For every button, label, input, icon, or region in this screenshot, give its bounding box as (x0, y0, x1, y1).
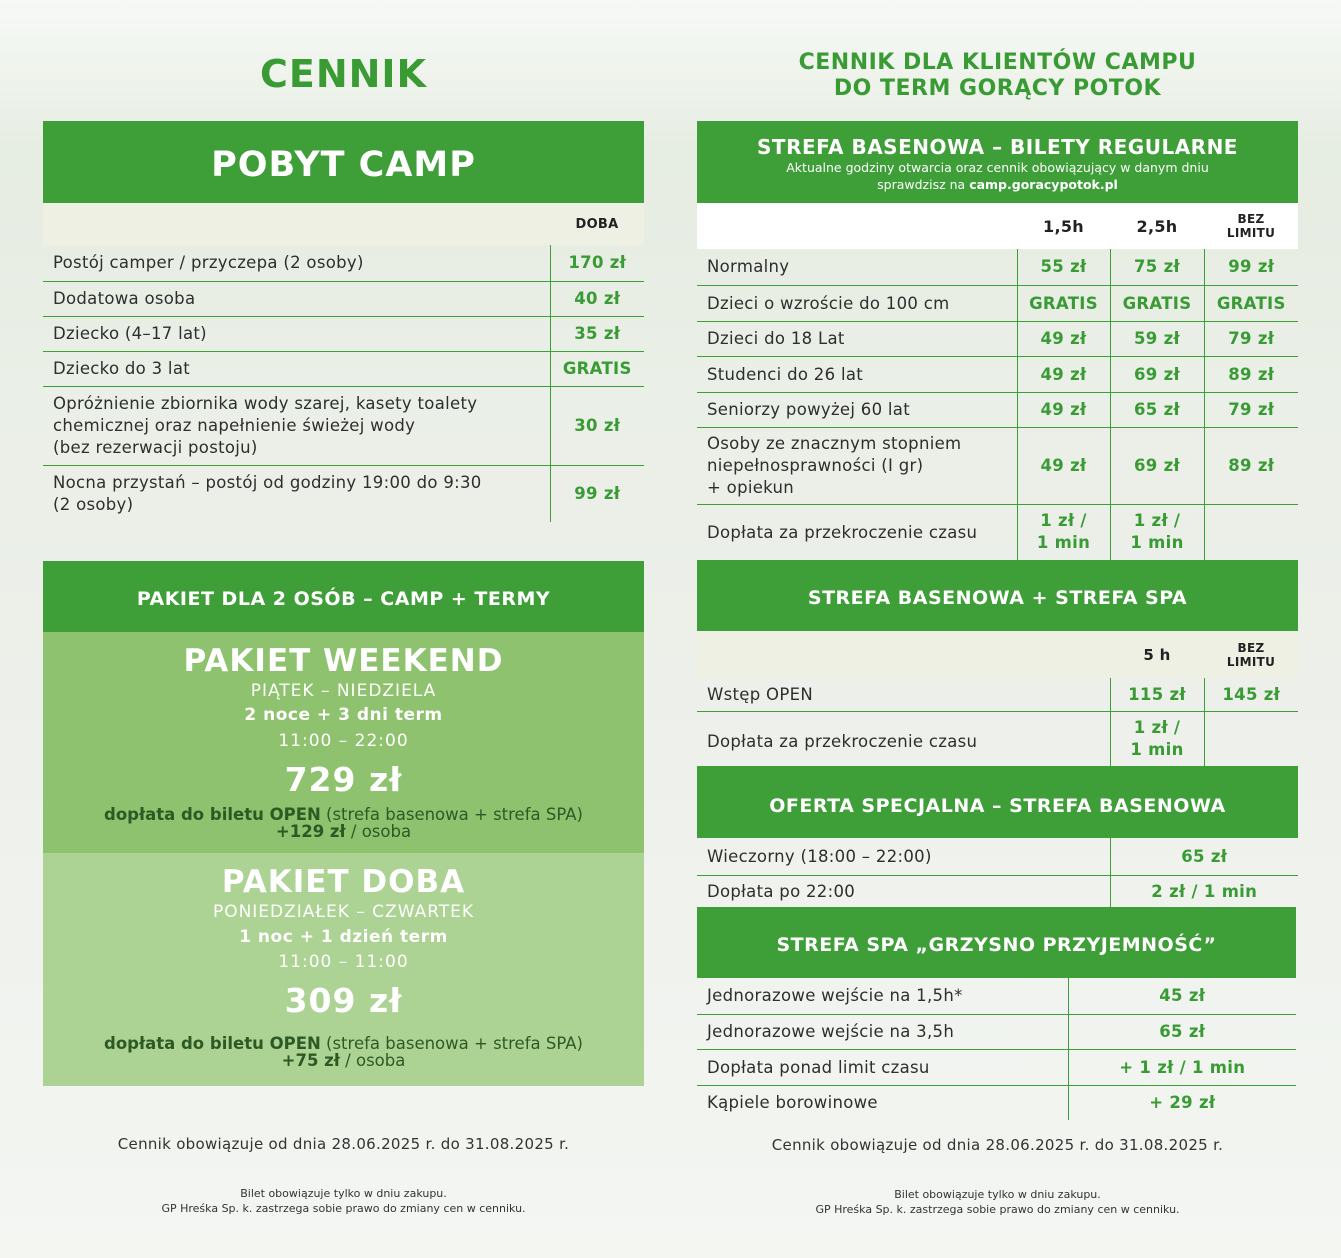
extra-unit: / osoba (339, 1051, 406, 1070)
table-row (697, 711, 1298, 766)
price-cell: 2 zł / 1 min (1110, 875, 1298, 907)
special-table (697, 838, 1298, 907)
price-cell: GRATIS (1110, 285, 1204, 321)
table-row (697, 1049, 1296, 1085)
table-row (697, 1014, 1296, 1049)
pakiet-weekend (43, 632, 644, 853)
row-label: Postój camper / przyczepa (2 osoby) (43, 245, 550, 281)
row-label-line: Opróżnienie zbiornika wody szarej, kasety toalety (53, 393, 478, 413)
row-label: Dodatowa osoba (43, 281, 550, 316)
price-cell (1110, 711, 1204, 766)
col-no-limit (1204, 203, 1298, 249)
fine-print-line: Bilet obowiązuje tylko w dniu zakupu. (894, 1188, 1101, 1201)
spa-combo-table (697, 631, 1298, 766)
row-label: Dopłata po 22:00 (707, 881, 856, 901)
price-cell: 49 zł (1017, 356, 1110, 392)
sub2-text: sprawdzisz na (877, 177, 970, 192)
price-line: 1 min (1036, 533, 1091, 553)
row-price: 170 zł (550, 245, 644, 281)
pakiet-doba-title: PAKIET DOBA (221, 864, 466, 900)
row-label: Dopłata za przekroczenie czasu (707, 732, 978, 752)
extra-unit: / osoba (345, 822, 412, 841)
price-cell: 49 zł (1017, 321, 1110, 356)
fine-print-line: GP Hreśka Sp. k. zastrzega sobie prawo do zmiany cen w cenniku. (815, 1203, 1180, 1216)
table-row (697, 356, 1298, 392)
row-label (697, 427, 1017, 504)
row-label-line: (2 osoby) (53, 494, 134, 514)
right-title-line: DO TERM GORĄCY POTOK (833, 76, 1162, 101)
table-row (43, 351, 644, 386)
price-cell: GRATIS (1017, 285, 1110, 321)
row-label-line: chemicznej oraz napełnienie świeżej wody (53, 415, 416, 435)
spa-combo-header (697, 560, 1298, 631)
price-line: 1 zł / (1133, 511, 1181, 531)
price-cell: 79 zł (1204, 392, 1298, 427)
pakiet-weekend-price: 729 zł (284, 760, 403, 799)
col-no-limit-line: BEZ (1237, 640, 1265, 655)
special-header-text: OFERTA SPECJALNA – STREFA BASENOWA (769, 795, 1226, 817)
price-cell: 69 zł (1110, 427, 1204, 504)
regular-header-sub1: Aktualne godziny otwarcia oraz cennik obowiązujący w danym dniu (786, 160, 1209, 175)
table-header-row (697, 631, 1298, 678)
row-label: Dzieci o wzroście do 100 cm (697, 285, 1017, 321)
spa-combo-header-text: STREFA BASENOWA + STREFA SPA (807, 587, 1188, 609)
regular-header-sub2 (697, 177, 1298, 193)
table-row (43, 245, 644, 281)
price-cell: + 1 zł / 1 min (1068, 1049, 1296, 1085)
row-price: 35 zł (550, 316, 644, 351)
price-cell: 65 zł (1110, 838, 1298, 875)
col-no-limit-line: BEZ (1237, 212, 1265, 226)
price-cell-empty (1204, 504, 1298, 560)
col-doba: DOBA (550, 203, 644, 245)
row-label: Dziecko (4–17 lat) (43, 316, 550, 351)
table-row (43, 465, 644, 522)
row-label-line: Osoby ze znacznym stopniem (707, 433, 962, 453)
table-row (697, 321, 1298, 356)
row-label: Dziecko do 3 lat (43, 351, 550, 386)
pobyt-camp-header (43, 121, 644, 203)
pakiet-doba-days: PONIEDZIAŁEK – CZWARTEK (212, 902, 475, 922)
row-label-line: niepełnosprawności (I gr) (707, 455, 924, 475)
price-line: 1 zł / (1040, 511, 1087, 531)
regular-table (697, 203, 1298, 560)
spa-header (697, 907, 1296, 978)
extra-text: (strefa basenowa + strefa SPA) (320, 1034, 583, 1053)
pobyt-camp-table (43, 203, 644, 522)
row-price: GRATIS (550, 351, 644, 386)
extra-price: +129 zł (275, 822, 346, 841)
col-2-5h: 2,5h (1110, 203, 1204, 249)
price-cell: 55 zł (1017, 249, 1110, 285)
price-cell (1017, 504, 1110, 560)
fine-print-line: Bilet obowiązuje tylko w dniu zakupu. (240, 1187, 447, 1200)
table-row (697, 285, 1298, 321)
validity-note: Cennik obowiązuje od dnia 28.06.2025 r. do 31.08.2025 r. (117, 1135, 570, 1153)
table-row (697, 427, 1298, 504)
table-row (697, 392, 1298, 427)
price-cell: 59 zł (1110, 321, 1204, 356)
special-header (697, 766, 1298, 838)
pakiet-doba (43, 853, 644, 1086)
price-cell: 69 zł (1110, 356, 1204, 392)
price-cell: 115 zł (1110, 678, 1204, 711)
price-line: 1 min (1130, 739, 1184, 759)
validity-note: Cennik obowiązuje od dnia 28.06.2025 r. do 31.08.2025 r. (771, 1136, 1224, 1154)
pakiet-weekend-nights: 2 noce + 3 dni term (244, 705, 443, 725)
table-header-row (43, 203, 644, 245)
price-cell: 65 zł (1110, 392, 1204, 427)
spa-header-text: STREFA SPA „GRZYSNO PRZYJEMNOŚĆ” (776, 934, 1217, 956)
regular-header (697, 121, 1298, 203)
row-label: Jednorazowe wejście na 3,5h (697, 1014, 1068, 1049)
table-header-row (697, 203, 1298, 249)
table-row (697, 249, 1298, 285)
pakiet-doba-nights: 1 noc + 1 dzień term (239, 927, 448, 947)
pakiet-weekend-extra (43, 806, 644, 840)
fine-print (697, 1187, 1298, 1217)
row-label-line: Nocna przystań – postój od godziny 19:00 do 9:30 (53, 472, 482, 492)
page-title: CENNIK (259, 52, 428, 96)
extra-text: (strefa basenowa + strefa SPA) (320, 805, 583, 824)
table-row (43, 316, 644, 351)
table-row (697, 875, 1298, 907)
row-label: Dopłata ponad limit czasu (697, 1049, 1068, 1085)
row-label-line: (bez rezerwacji postoju) (53, 437, 258, 457)
price-cell: 89 zł (1204, 356, 1298, 392)
row-price: 99 zł (550, 465, 644, 522)
table-row (43, 281, 644, 316)
row-label: Seniorzy powyżej 60 lat (697, 392, 1017, 427)
price-line: 1 zł / (1133, 717, 1181, 737)
fine-print-line: GP Hreśka Sp. k. zastrzega sobie prawo do zmiany cen w cenniku. (161, 1202, 526, 1215)
pakiet-weekend-title: PAKIET WEEKEND (183, 643, 504, 679)
price-cell: 145 zł (1204, 678, 1298, 711)
website-link[interactable]: camp.goracypotok.pl (969, 177, 1118, 192)
row-price: 30 zł (550, 386, 644, 465)
row-label: Studenci do 26 lat (697, 356, 1017, 392)
row-label (43, 465, 550, 522)
row-label: Normalny (697, 249, 1017, 285)
pakiet-header-text: PAKIET DLA 2 OSÓB – CAMP + TERMY (136, 588, 551, 610)
price-cell: 89 zł (1204, 427, 1298, 504)
row-label: Dopłata za przekroczenie czasu (707, 522, 978, 542)
table-row (697, 978, 1296, 1014)
price-cell: 49 zł (1017, 392, 1110, 427)
pakiet-doba-hours: 11:00 – 11:00 (278, 952, 409, 972)
col-no-limit-line: LIMITU (1226, 226, 1276, 240)
pakiet-weekend-days: PIĄTEK – NIEDZIELA (250, 681, 437, 701)
left-footer (43, 1135, 644, 1216)
price-line: 1 min (1130, 533, 1184, 553)
price-cell: GRATIS (1204, 285, 1298, 321)
col-1-5h: 1,5h (1017, 203, 1110, 249)
row-label: Dzieci do 18 Lat (697, 321, 1017, 356)
extra-price: +75 zł (281, 1051, 340, 1070)
row-label-line: + opiekun (707, 477, 795, 497)
col-no-limit (1204, 631, 1298, 678)
col-no-limit-line: LIMITU (1226, 654, 1276, 669)
row-label: Jednorazowe wejście na 1,5h* (697, 978, 1068, 1014)
table-row (697, 504, 1298, 560)
col-5h: 5 h (1110, 631, 1204, 678)
right-footer (697, 1136, 1298, 1217)
table-row (697, 678, 1298, 711)
extra-bold: dopłata do biletu OPEN (104, 1034, 321, 1053)
pakiet-weekend-hours: 11:00 – 22:00 (278, 731, 409, 751)
price-cell: 75 zł (1110, 249, 1204, 285)
price-cell: 99 zł (1204, 249, 1298, 285)
fine-print (43, 1186, 644, 1216)
pakiet-doba-extra (43, 1035, 644, 1069)
row-label: Kąpiele borowinowe (707, 1093, 878, 1113)
spa-table (697, 978, 1296, 1120)
price-cell: 45 zł (1068, 978, 1296, 1014)
price-cell: 79 zł (1204, 321, 1298, 356)
extra-bold: dopłata do biletu OPEN (104, 805, 321, 824)
table-row (697, 1085, 1296, 1120)
price-cell: 49 zł (1017, 427, 1110, 504)
pobyt-camp-title: POBYT CAMP (211, 145, 476, 185)
row-label: Wieczorny (18:00 – 22:00) (697, 838, 1110, 875)
row-price: 40 zł (550, 281, 644, 316)
table-row (43, 386, 644, 465)
price-cell: + 29 zł (1068, 1085, 1296, 1120)
row-label: Wstęp OPEN (697, 678, 1110, 711)
table-row (697, 838, 1298, 875)
right-title (697, 50, 1298, 102)
regular-header-title: STREFA BASENOWA – BILETY REGULARNE (757, 135, 1238, 159)
row-label (43, 386, 550, 465)
right-title-line: CENNIK DLA KLIENTÓW CAMPU (798, 50, 1197, 75)
pakiet-header (43, 561, 644, 632)
price-cell: 65 zł (1068, 1014, 1296, 1049)
price-cell (1110, 504, 1204, 560)
price-cell-empty (1204, 711, 1298, 766)
pakiet-doba-price: 309 zł (284, 981, 403, 1020)
